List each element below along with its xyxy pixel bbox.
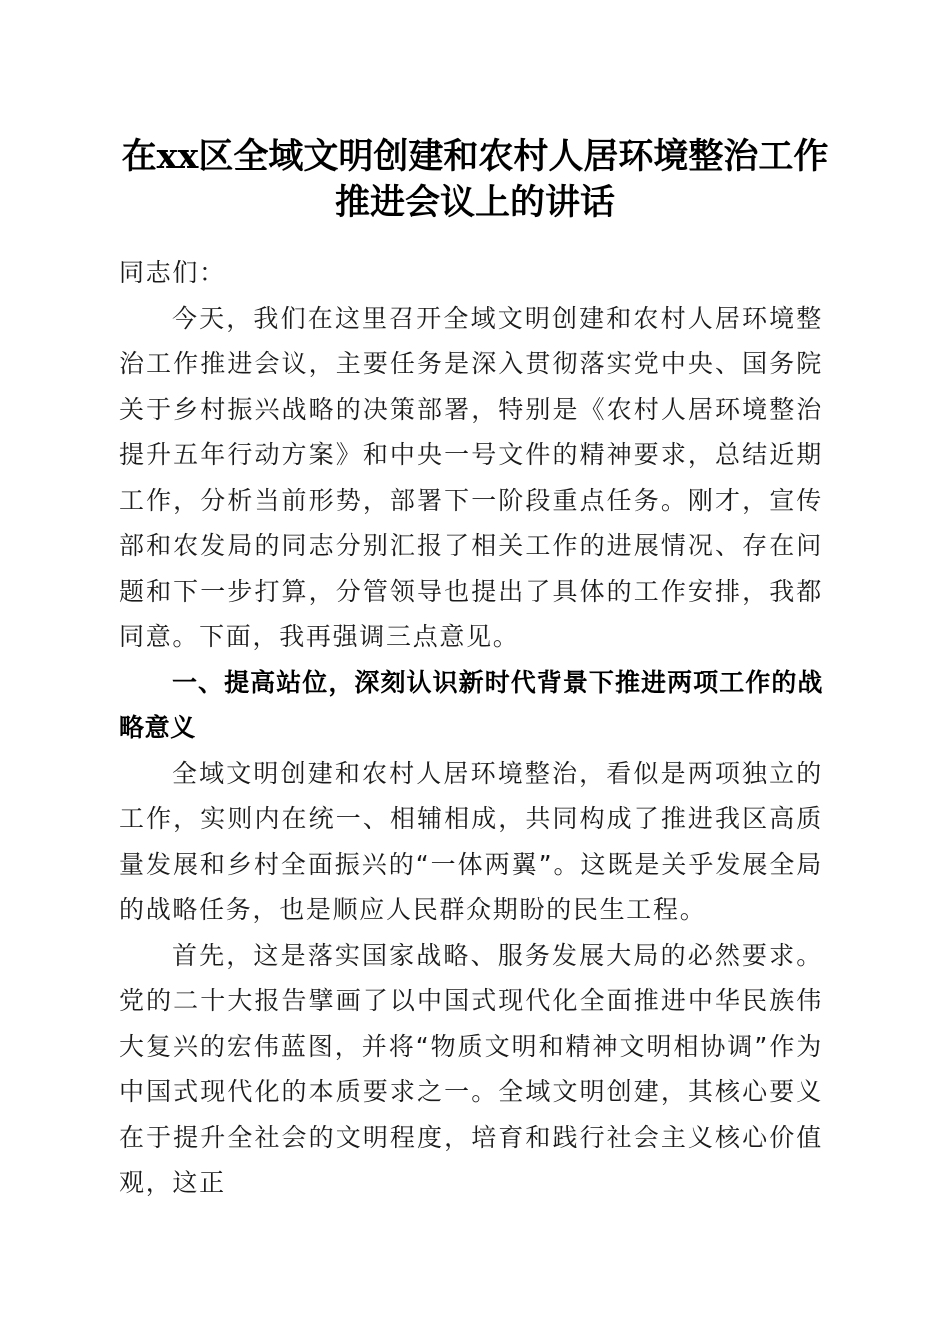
document-title: 在xx区全域文明创建和农村人居环境整治工作推进会议上的讲话: [121, 136, 829, 223]
section-heading: 一、提高站位，深刻认识新时代背景下推进两项工作的战略意义: [119, 667, 823, 742]
opening-paragraph: 今天，我们在这里召开全域文明创建和农村人居环境整治工作推进会议，主要任务是深入贯彻落实党中央、国务院关于乡村振兴战略的决策部署，特别是《农村人居环境整治提升五年行动方案》和中央一号文件的精神要求，总结近期工作，分析当前形势，部署下一阶段重点任务。刚才，宣传部和农发局的同志分别汇报了相关工作的进展情况、存在问题和下一步打算，分管领导也提出了具体的工作安排，我都同意。下面，我再强调三点意见。: [119, 303, 823, 651]
greeting: 同志们：: [119, 258, 226, 287]
document-body: [119, 250, 823, 1206]
section-paragraph: 首先，这是落实国家战略、服务发展大局的必然要求。党的二十大报告擘画了以中国式现代化全面推进中华民族伟大复兴的宏伟蓝图，并将“物质文明和精神文明相协调”作为中国式现代化的本质要求之一。全域文明创建，其核心要义在于提升全社会的文明程度，培育和践行社会主义核心价值观，这正: [119, 940, 823, 1197]
section-paragraph: 全域文明创建和农村人居环境整治，看似是两项独立的工作，实则内在统一、相辅相成，共同构成了推进我区高质量发展和乡村全面振兴的“一体两翼”。这既是关乎发展全局的战略任务，也是顺应人民群众期盼的民生工程。: [119, 758, 823, 924]
